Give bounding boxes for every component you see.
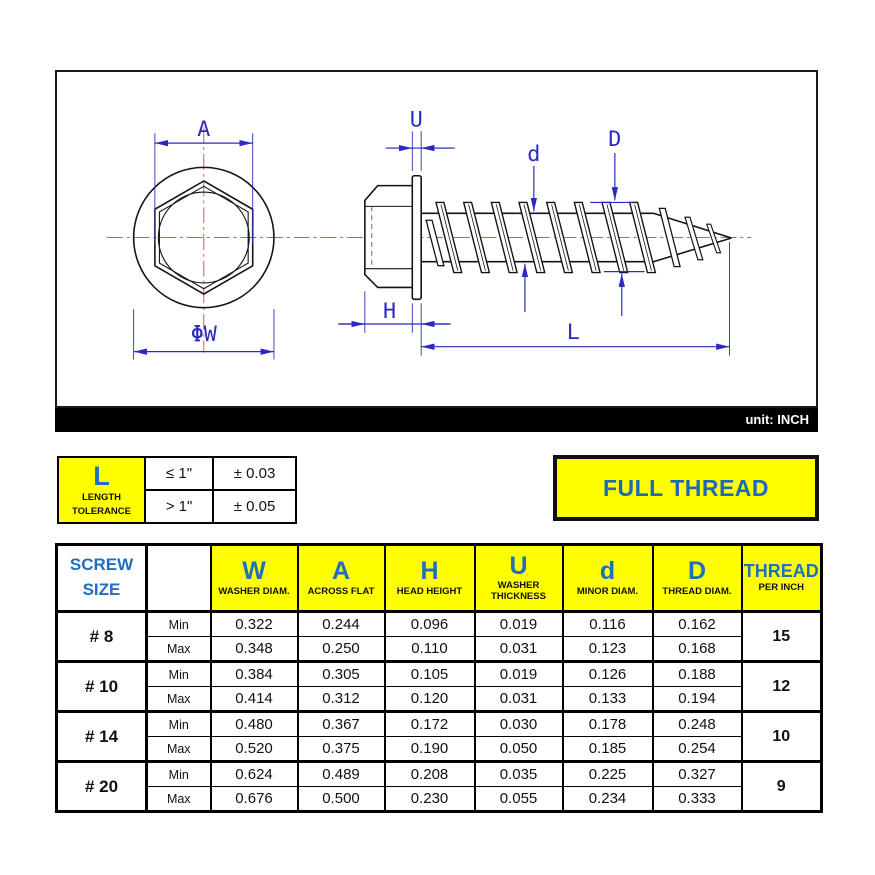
unit-bar [55,408,818,432]
value-cell: 0.031 [475,687,563,712]
value-cell: 0.312 [298,687,385,712]
max-label: Max [147,637,211,662]
dim-label-h: H [383,299,397,325]
dim-label-phi-w: ΦW [190,321,217,347]
header-screw-size: SCREW SIZE [57,545,147,612]
max-label: Max [147,687,211,712]
value-cell: 0.105 [385,662,475,687]
min-label: Min [147,712,211,737]
value-cell: 0.480 [211,712,298,737]
value-cell: 0.384 [211,662,298,687]
technical-drawing-panel [55,70,818,432]
spec-row-14-min [57,712,822,737]
value-cell: 0.133 [563,687,653,712]
value-cell: 0.248 [653,712,742,737]
value-cell: 0.305 [298,662,385,687]
value-cell: 0.489 [298,762,385,787]
value-cell: 0.208 [385,762,475,787]
dim-label-a: A [197,117,211,143]
full-thread-label: FULL THREAD [602,474,770,501]
washer-flange [412,176,421,300]
value-cell: 0.327 [653,762,742,787]
max-label: Max [147,737,211,762]
screw-size-cell: # 14 [57,712,147,762]
header-col-u: U WASHER THICKNESS [475,545,563,612]
value-cell: 0.190 [385,737,475,762]
value-cell: 0.178 [563,712,653,737]
value-cell: 0.414 [211,687,298,712]
spec-row-20-max [57,787,822,812]
header-minmax-spacer [147,545,211,612]
value-cell: 0.031 [475,637,563,662]
min-label: Min [147,762,211,787]
tolerance-symbol: L [93,460,110,491]
value-cell: 0.019 [475,662,563,687]
value-cell: 0.035 [475,762,563,787]
max-label: Max [147,787,211,812]
thread-flight [426,220,444,265]
tolerance-condition: ≤ 1" [145,457,213,490]
spec-row-20-min [57,762,822,787]
min-label: Min [147,612,211,637]
value-cell: 0.250 [298,637,385,662]
spec-row-8-min [57,612,822,637]
center-lines [107,127,751,352]
value-cell: 0.172 [385,712,475,737]
value-cell: 0.322 [211,612,298,637]
screw-spec-table [55,543,823,813]
length-tolerance-table [57,456,297,524]
value-cell: 0.110 [385,637,475,662]
value-cell: 0.230 [385,787,475,812]
spec-header-row [57,545,822,612]
dim-label-d-minor: d [527,141,541,167]
dim-label-u: U [409,107,423,133]
value-cell: 0.188 [653,662,742,687]
value-cell: 0.123 [563,637,653,662]
tolerance-value: ± 0.03 [213,457,296,490]
value-cell: 0.168 [653,637,742,662]
value-cell: 0.234 [563,787,653,812]
value-cell: 0.348 [211,637,298,662]
value-cell: 0.254 [653,737,742,762]
dim-label-d-major: D [608,127,622,153]
value-cell: 0.055 [475,787,563,812]
header-col-a: A ACROSS FLAT [298,545,385,612]
header-col-w: W WASHER DIAM. [211,545,298,612]
tpi-cell: 9 [742,762,822,812]
value-cell: 0.520 [211,737,298,762]
value-cell: 0.116 [563,612,653,637]
value-cell: 0.500 [298,787,385,812]
header-col-tpi: THREAD PER INCH [742,545,822,612]
min-label: Min [147,662,211,687]
tolerance-symbol-cell [58,457,145,523]
header-col-h: H HEAD HEIGHT [385,545,475,612]
value-cell: 0.096 [385,612,475,637]
full-thread-badge [553,455,819,521]
tolerance-title-line2: TOLERANCE [72,505,131,517]
value-cell: 0.126 [563,662,653,687]
value-cell: 0.333 [653,787,742,812]
spec-row-14-max [57,737,822,762]
value-cell: 0.676 [211,787,298,812]
dim-label-l: L [566,319,580,345]
value-cell: 0.375 [298,737,385,762]
value-cell: 0.162 [653,612,742,637]
tolerance-title-line1: LENGTH [81,491,122,503]
spec-row-10-min [57,662,822,687]
dimension-length [421,242,729,356]
screw-drawing-svg [55,70,818,408]
value-cell: 0.019 [475,612,563,637]
tolerance-row [58,457,296,490]
screw-size-cell: # 8 [57,612,147,662]
tpi-cell: 10 [742,712,822,762]
value-cell: 0.120 [385,687,475,712]
screw-size-cell: # 10 [57,662,147,712]
unit-label: unit: INCH [745,412,809,427]
value-cell: 0.225 [563,762,653,787]
dimension-washer-thickness [386,107,455,170]
tpi-cell: 15 [742,612,822,662]
dimension-head-height [338,291,451,355]
value-cell: 0.194 [653,687,742,712]
screw-size-cell: # 20 [57,762,147,812]
header-col-d-major: D THREAD DIAM. [653,545,742,612]
header-col-d-minor: d MINOR DIAM. [563,545,653,612]
value-cell: 0.185 [563,737,653,762]
value-cell: 0.624 [211,762,298,787]
tolerance-value: ± 0.05 [213,490,296,523]
tpi-cell: 12 [742,662,822,712]
value-cell: 0.050 [475,737,563,762]
spec-row-8-max [57,637,822,662]
value-cell: 0.030 [475,712,563,737]
value-cell: 0.244 [298,612,385,637]
value-cell: 0.367 [298,712,385,737]
tolerance-condition: > 1" [145,490,213,523]
spec-row-10-max [57,687,822,712]
